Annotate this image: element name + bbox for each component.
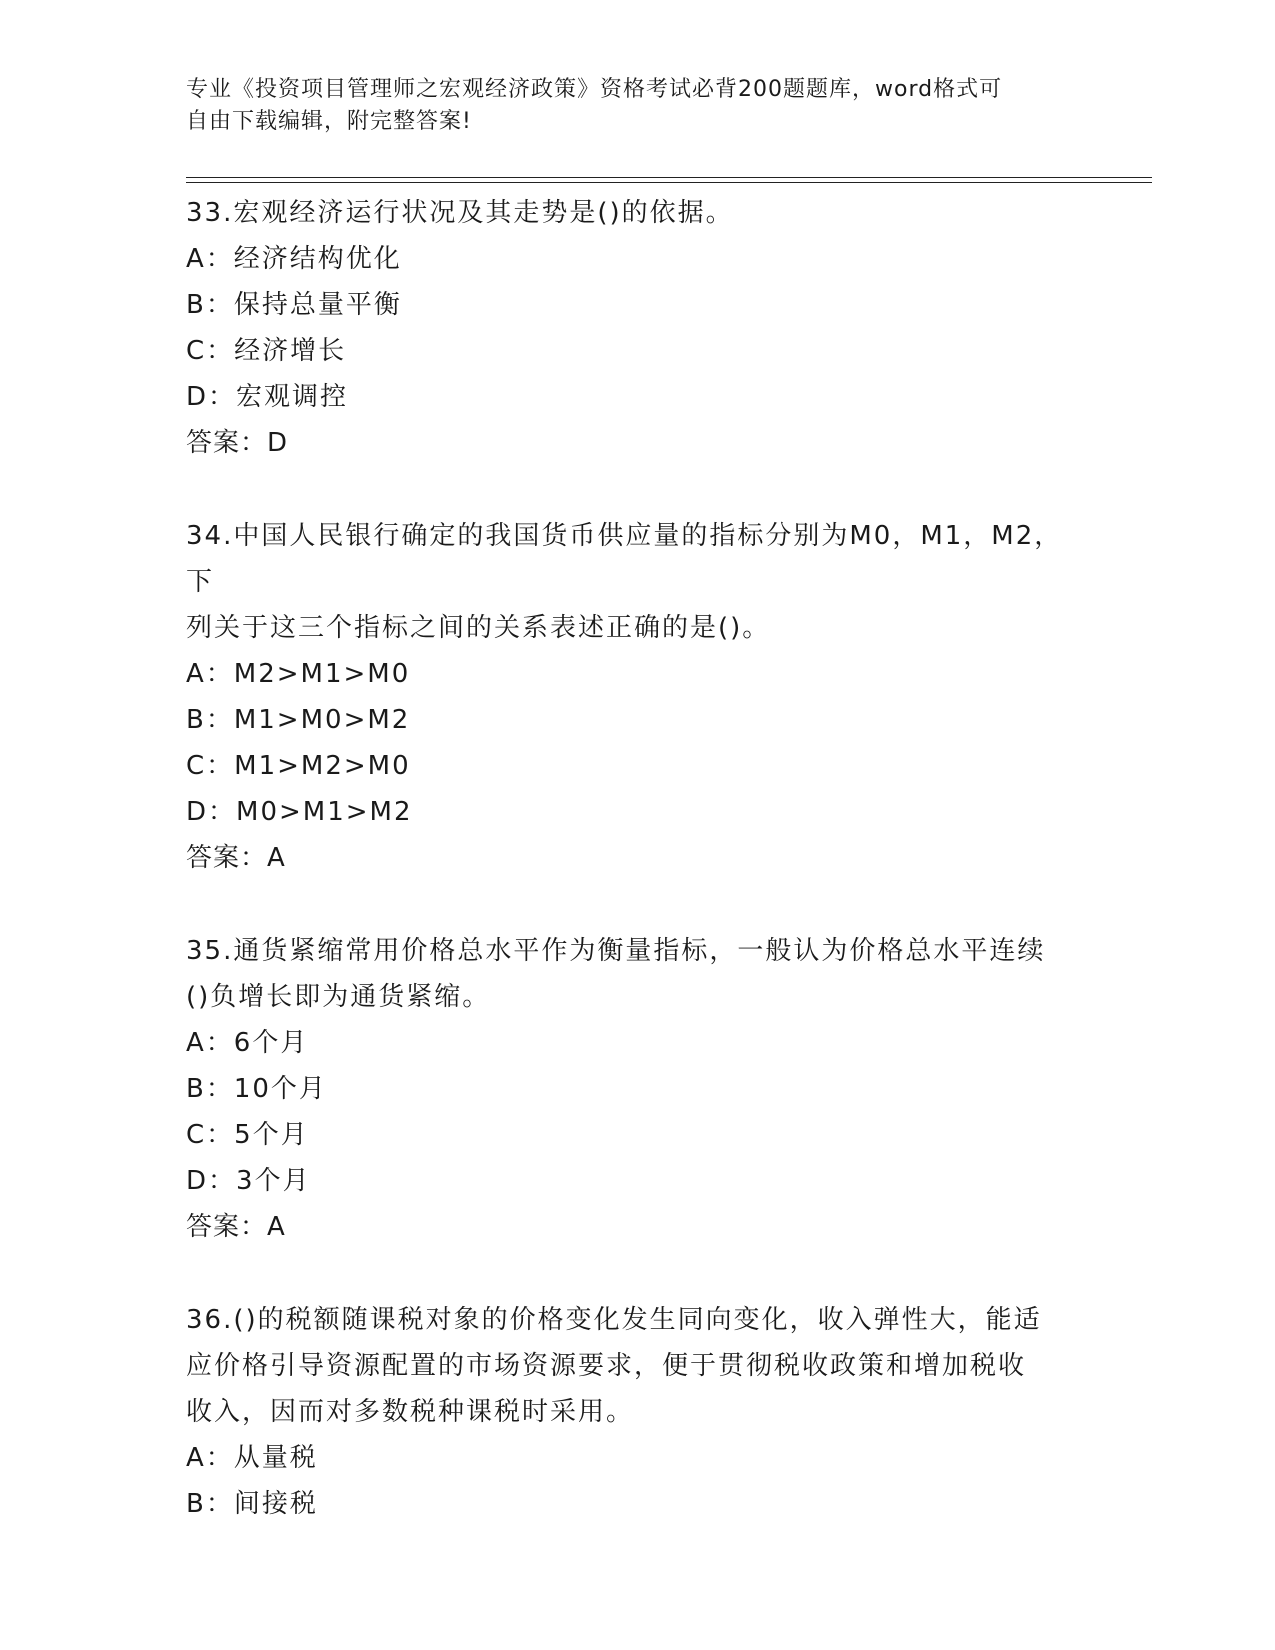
option-b: B：M1>M0>M2: [186, 705, 411, 735]
answer-label: 答案：: [186, 428, 268, 458]
question-stem-line-1: 36.()的税额随课税对象的价格变化发生同向变化，收入弹性大，能适: [186, 1305, 1042, 1335]
answer-label: 答案：: [186, 843, 268, 873]
answer-label: 答案：: [186, 1212, 268, 1242]
question-stem-line-2: 列关于这三个指标之间的关系表述正确的是()。: [186, 613, 771, 643]
document-header: [186, 74, 1066, 138]
answer-line: [186, 1204, 1086, 1250]
question-33: [186, 190, 1086, 466]
option-a: A：6个月: [186, 1028, 309, 1058]
option-d: D：3个月: [186, 1166, 311, 1196]
question-36: [186, 1297, 1086, 1527]
question-35: [186, 928, 1086, 1250]
header-divider-bottom: [186, 182, 1152, 183]
header-line-2: 自由下载编辑，附完整答案!: [186, 109, 472, 134]
question-stem-line-1: 35.通货紧缩常用价格总水平作为衡量指标，一般认为价格总水平连续: [186, 936, 1046, 966]
option-d: D：宏观调控: [186, 382, 349, 412]
question-stem: 33.宏观经济运行状况及其走势是()的依据。: [186, 198, 734, 228]
option-a: A：M2>M1>M0: [186, 659, 411, 689]
question-stem-line-1: 34.中国人民银行确定的我国货币供应量的指标分别为M0，M1，M2，下: [186, 521, 1063, 597]
answer-value: A: [267, 843, 287, 873]
header-line-1: 专业《投资项目管理师之宏观经济政策》资格考试必背200题题库，word格式可: [186, 77, 1003, 102]
option-c: C：5个月: [186, 1120, 309, 1150]
option-c: C：经济增长: [186, 336, 347, 366]
option-d: D：M0>M1>M2: [186, 797, 413, 827]
header-divider-top: [186, 177, 1152, 178]
option-b: B：保持总量平衡: [186, 290, 402, 320]
option-a: A：从量税: [186, 1443, 318, 1473]
option-a: A：经济结构优化: [186, 244, 402, 274]
answer-value: D: [267, 428, 290, 458]
option-b: B：间接税: [186, 1489, 318, 1519]
question-stem-line-2: 应价格引导资源配置的市场资源要求，便于贯彻税收政策和增加税收: [186, 1351, 1027, 1381]
answer-value: A: [267, 1212, 287, 1242]
option-c: C：M1>M2>M0: [186, 751, 411, 781]
question-stem-line-3: 收入，因而对多数税种课税时采用。: [186, 1397, 635, 1427]
answer-line: [186, 835, 1086, 881]
question-list: [186, 190, 1086, 1574]
question-stem-line-2: ()负增长即为通货紧缩。: [186, 982, 491, 1012]
option-b: B：10个月: [186, 1074, 327, 1104]
answer-line: [186, 420, 1086, 466]
question-34: [186, 513, 1086, 881]
